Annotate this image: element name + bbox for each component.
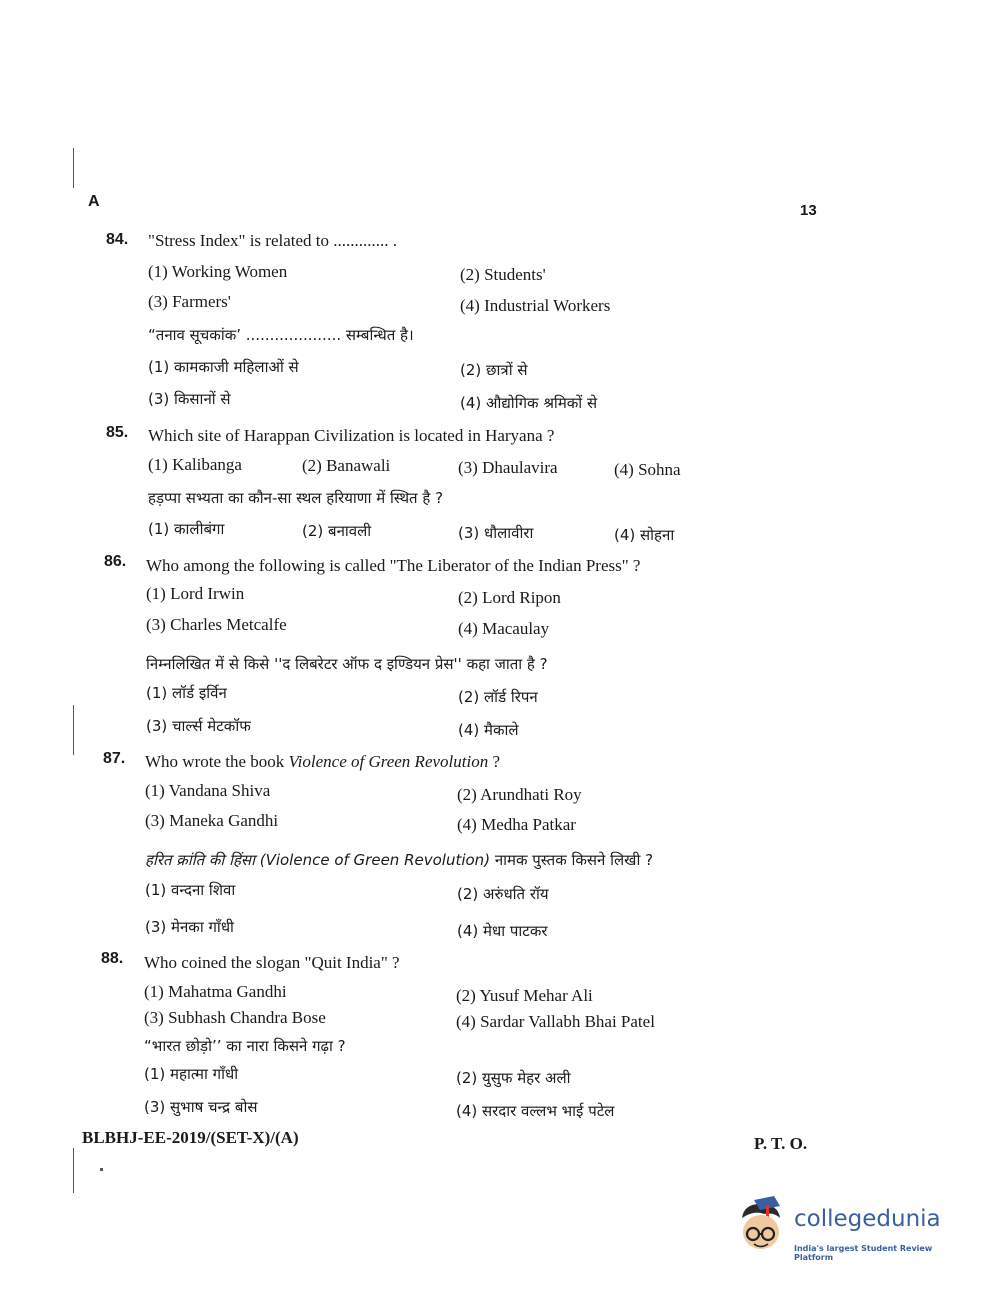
option: (2) Students' (460, 265, 546, 284)
option: (1) Mahatma Gandhi (144, 982, 287, 1001)
question-text-hi: “तनाव सूचकांक’ .................... सम्बन्धित है। (148, 326, 414, 344)
option-hi: (2) छात्रों से (460, 361, 528, 379)
logo-tagline: India's largest Student Review Platform (794, 1244, 933, 1262)
option-hi: (1) कामकाजी महिलाओं से (148, 358, 299, 376)
option: (3) Subhash Chandra Bose (144, 1008, 326, 1027)
question-text-en: Who wrote the book Violence of Green Revolution ? (145, 752, 501, 771)
option-hi: (1) लॉर्ड इर्विन (146, 684, 227, 702)
option-hi: (4) सोहना (614, 526, 675, 544)
option-hi: (1) महात्मा गाँधी (144, 1065, 239, 1083)
pto-label: P. T. O. (754, 1134, 808, 1153)
option-hi: (2) अरुंधति रॉय (457, 885, 549, 903)
option-hi: (1) कालीबंगा (148, 520, 225, 538)
mascot-icon (734, 1196, 790, 1256)
option: (4) Sardar Vallabh Bhai Patel (456, 1012, 655, 1031)
option: (1) Lord Irwin (146, 584, 245, 603)
option-hi: (3) मेनका गाँधी (145, 918, 234, 936)
option: (1) Vandana Shiva (145, 781, 271, 800)
set-label: A (88, 193, 100, 210)
option: (4) Macaulay (458, 619, 550, 638)
option-hi: (4) सरदार वल्लभ भाई पटेल (456, 1102, 615, 1120)
option-hi: (3) सुभाष चन्द्र बोस (144, 1098, 258, 1116)
option-hi: (4) औद्योगिक श्रमिकों से (460, 394, 598, 412)
question-text-hi: निम्नलिखित में से किसे ''द लिबरेटर ऑफ द इण्डियन प्रेस'' कहा जाता है ? (146, 655, 548, 673)
question-number: 86. (104, 553, 127, 570)
option: (2) Banawali (302, 456, 391, 475)
collegedunia-logo (734, 1196, 964, 1266)
option-hi: (1) वन्दना शिवा (145, 881, 236, 899)
question-text-hi: हरित क्रांति की हिंसा (Violence of Green Revolution) नामक पुस्तक किसने लिखी ? (145, 851, 654, 869)
question-text-hi: हड़प्पा सभ्यता का कौन-सा स्थल हरियाणा में स्थित है ? (148, 489, 444, 507)
question-text-en: Who coined the slogan "Quit India" ? (144, 953, 400, 972)
scan-mark (73, 148, 74, 188)
paper-code: BLBHJ-EE-2019/(SET-X)/(A) (82, 1128, 299, 1147)
option-hi: (4) मेधा पाटकर (457, 922, 548, 940)
option: (2) Lord Ripon (458, 588, 561, 607)
question-text-hi: “भारत छोड़ो’’ का नारा किसने गढ़ा ? (144, 1037, 346, 1055)
option: (3) Dhaulavira (458, 458, 558, 477)
option-hi: (4) मैकाले (458, 721, 519, 739)
option: (2) Yusuf Mehar Ali (456, 986, 593, 1005)
option: (4) Industrial Workers (460, 296, 611, 315)
question-text-en: Which site of Harappan Civilization is located in Haryana ? (148, 426, 555, 445)
option: (3) Farmers' (148, 292, 231, 311)
option-hi: (2) बनावली (302, 522, 372, 540)
question-text-en: "Stress Index" is related to ............. . (148, 231, 398, 250)
option: (1) Kalibanga (148, 455, 242, 474)
logo-wordmark: collegedunia (794, 1206, 941, 1232)
scan-mark (73, 705, 74, 755)
option-hi: (3) चार्ल्स मेटकॉफ (146, 717, 251, 735)
question-number: 84. (106, 231, 129, 248)
option-hi: (2) युसुफ मेहर अली (456, 1069, 571, 1087)
option: (3) Maneka Gandhi (145, 811, 279, 830)
option-hi: (3) धौलावीरा (458, 524, 534, 542)
scan-dot (100, 1168, 103, 1171)
option: (4) Medha Patkar (457, 815, 576, 834)
option: (4) Sohna (614, 460, 681, 479)
option: (3) Charles Metcalfe (146, 615, 287, 634)
question-text-en: Who among the following is called "The Liberator of the Indian Press" ? (146, 556, 641, 575)
option-hi: (3) किसानों से (148, 390, 231, 408)
scan-mark (73, 1148, 74, 1193)
question-number: 87. (103, 750, 126, 767)
question-number: 85. (106, 424, 129, 441)
option: (2) Arundhati Roy (457, 785, 582, 804)
option-hi: (2) लॉर्ड रिपन (458, 688, 538, 706)
question-number: 88. (101, 950, 124, 967)
page-number: 13 (800, 202, 817, 219)
option: (1) Working Women (148, 262, 288, 281)
